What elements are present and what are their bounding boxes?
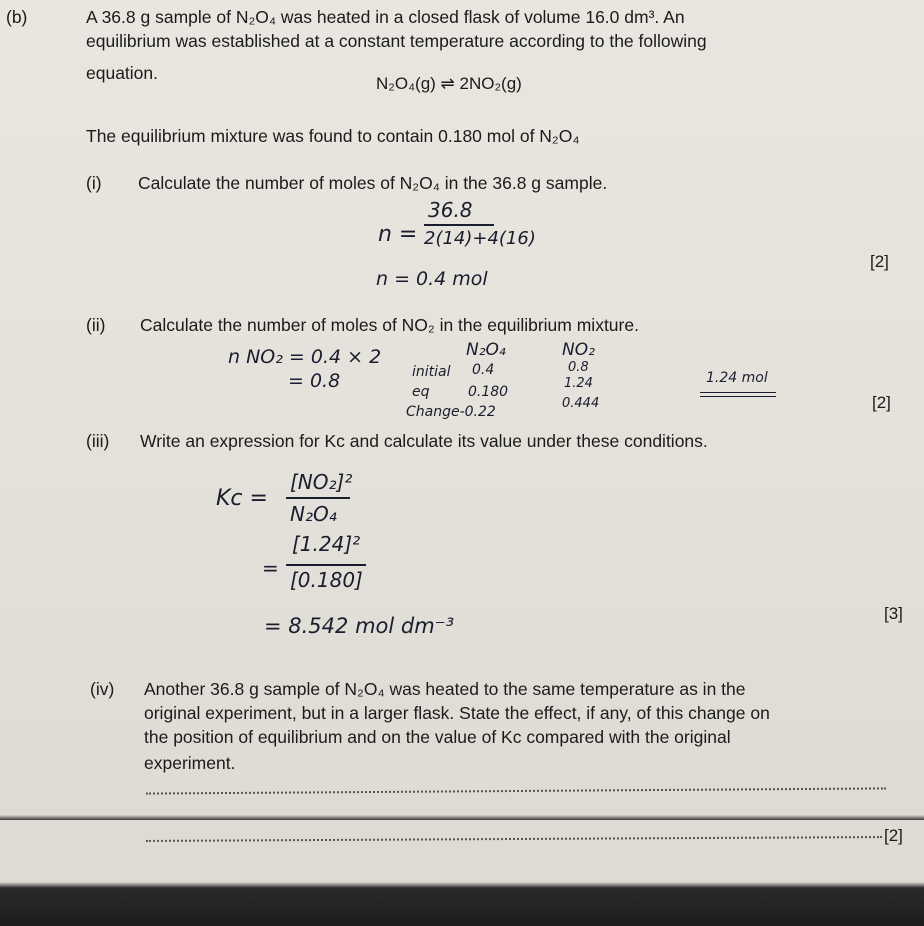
q3-hw-eq-2: =	[262, 556, 279, 580]
q2-hw-row-initial: initial	[412, 364, 451, 380]
q2-label: (ii)	[86, 315, 106, 335]
q4-line-1: Another 36.8 g sample of N₂O₄ was heated to the same temperature as in the	[144, 679, 746, 699]
q3-hw-num-1: [NO₂]²	[290, 470, 353, 494]
q3-hw-kc: Kc =	[216, 486, 268, 511]
part-label: (b)	[6, 7, 28, 27]
q3-hw-den-2: [0.180]	[290, 568, 363, 592]
q2-hw-calc-2: = 0.8	[288, 370, 341, 392]
mixture-statement: The equilibrium mixture was found to contain 0.180 mol of N₂O₄	[86, 126, 580, 146]
q4-line-3: the position of equilibrium and on the value of Kc compared with the original	[144, 727, 731, 747]
q2-hw-col2-val-3: 0.444	[562, 396, 600, 411]
q3-hw-den-1: N₂O₄	[290, 502, 337, 526]
q2-hw-col1-head: N₂O₄	[466, 340, 506, 360]
q1-text: Calculate the number of moles of N₂O₄ in the 36.8 g sample.	[138, 173, 608, 193]
intro-line-1: A 36.8 g sample of N₂O₄ was heated in a closed flask of volume 16.0 dm³. An	[86, 7, 685, 27]
q3-marks: [3]	[884, 604, 903, 623]
reaction-equation: N₂O₄(g) ⇌ 2NO₂(g)	[376, 74, 522, 93]
q2-hw-col1-val-1: 0.4	[472, 362, 495, 378]
q2-answer-underline-1	[700, 392, 776, 393]
q1-fraction-bar	[424, 224, 494, 226]
q2-hw-col2-head: NO₂	[562, 340, 595, 360]
q2-hw-answer: 1.24 mol	[706, 370, 768, 386]
q2-hw-col2-val-1: 0.8	[568, 360, 589, 375]
q1-hw-denominator: 2(14)+4(16)	[424, 228, 536, 249]
q2-answer-underline-2	[700, 396, 776, 397]
q1-marks: [2]	[870, 252, 889, 271]
q3-text: Write an expression for Kc and calculate its value under these conditions.	[140, 431, 708, 451]
q1-hw-n-lhs: n =	[378, 222, 418, 247]
q3-label: (iii)	[86, 431, 110, 451]
answer-line-1[interactable]	[146, 787, 886, 794]
q4-line-2: original experiment, but in a larger flask. State the effect, if any, of this change on	[144, 703, 770, 723]
q2-hw-col2-val-2: 1.24	[564, 376, 593, 391]
q3-fraction-bar-2	[286, 564, 366, 566]
q2-hw-calc-1: n NO₂ = 0.4 × 2	[228, 346, 382, 368]
q3-hw-num-2: [1.24]²	[292, 532, 361, 556]
q4-line-4: experiment.	[144, 753, 236, 773]
intro-line-3: equation.	[86, 63, 159, 83]
q3-hw-result: = 8.542 mol dm⁻³	[264, 614, 455, 638]
q2-hw-col1-val-2: 0.180	[468, 384, 509, 400]
q2-marks: [2]	[872, 393, 891, 412]
q4-label: (iv)	[90, 679, 115, 699]
q1-label: (i)	[86, 173, 102, 193]
q2-hw-row-change: Change-0.22	[406, 404, 496, 420]
q2-text: Calculate the number of moles of NO₂ in the equilibrium mixture.	[140, 315, 639, 335]
q1-hw-numerator: 36.8	[428, 198, 473, 222]
q3-fraction-bar-1	[286, 497, 350, 499]
q4-marks: [2]	[884, 826, 903, 845]
q1-hw-result: n = 0.4 mol	[376, 268, 488, 290]
q2-hw-row-eq: eq	[412, 384, 430, 400]
intro-line-2: equilibrium was established at a constant temperature according to the following	[86, 31, 707, 51]
